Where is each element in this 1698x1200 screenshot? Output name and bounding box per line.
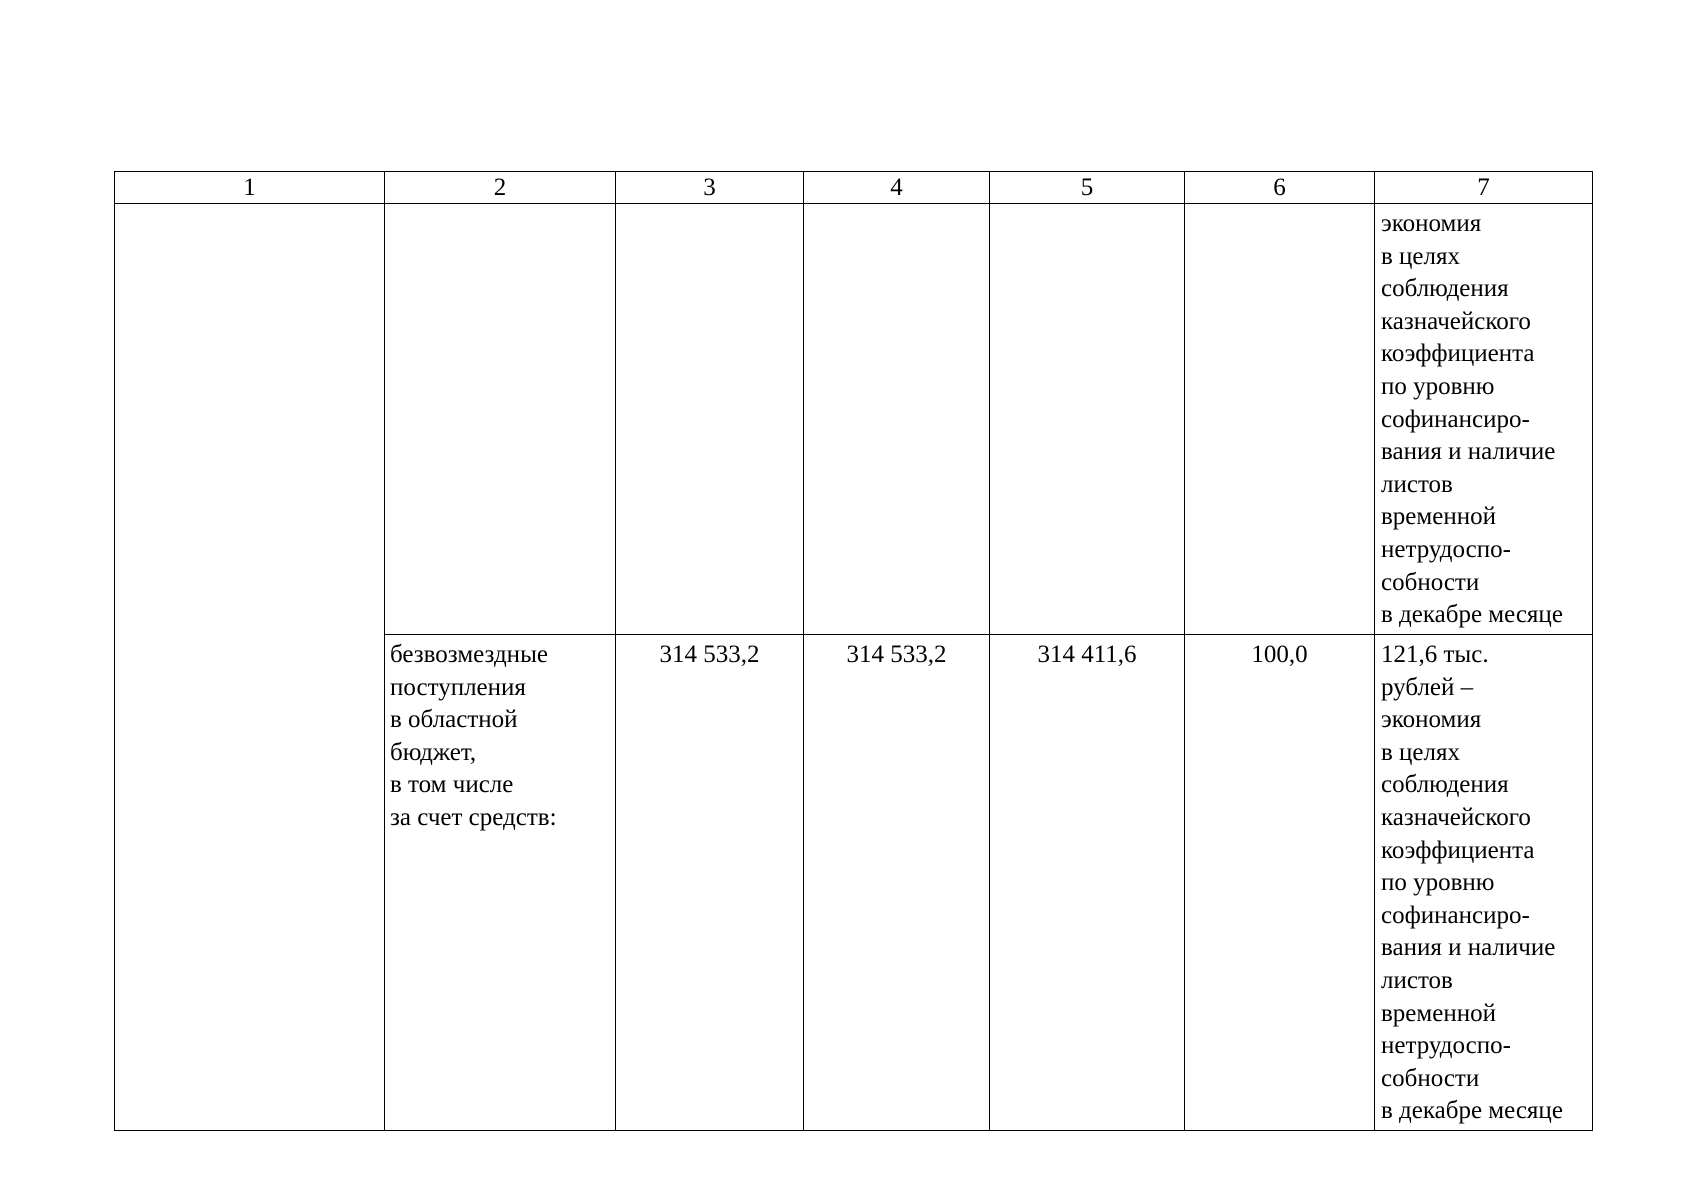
note-text: 121,6 тыс. рублей – экономия в целях соблюдения казначейского коэффициента по уровню софинансиро- вания и наличие листов временной нетрудоспо- собности в декабре месяце [1381, 641, 1563, 1125]
value-col3 [616, 204, 803, 208]
indicator-text [385, 204, 615, 208]
row-name-cell [115, 204, 385, 1131]
value-col5-cell [990, 204, 1185, 635]
value-col5 [990, 204, 1184, 208]
table-row [115, 204, 1593, 635]
column-number-3: 3 [616, 172, 804, 204]
value-col3: 314 533,2 [659, 641, 760, 668]
column-number-4: 4 [804, 172, 990, 204]
value-col5-cell [990, 635, 1185, 1131]
value-col4: 314 533,2 [846, 641, 947, 668]
note-cell [1375, 635, 1593, 1131]
value-col4-cell [804, 635, 990, 1131]
value-col6-cell [1185, 635, 1375, 1131]
value-col4 [804, 204, 989, 208]
value-col4-cell [804, 204, 990, 635]
column-number-row [115, 172, 1593, 204]
column-number-1: 1 [115, 172, 385, 204]
budget-table [114, 171, 1593, 1131]
note-cell [1375, 204, 1593, 635]
value-col5: 314 411,6 [1037, 641, 1137, 668]
indicator-cell [385, 204, 616, 635]
value-col6-cell [1185, 204, 1375, 635]
indicator-text: безвозмездные поступления в областной бюджет, в том числе за счет средств: [390, 641, 557, 831]
column-number-7: 7 [1375, 172, 1593, 204]
value-col3-cell [616, 204, 804, 635]
column-number-6: 6 [1185, 172, 1375, 204]
row-name-text [115, 204, 384, 208]
value-col6: 100,0 [1251, 641, 1308, 668]
indicator-cell [385, 635, 616, 1131]
value-col6 [1185, 204, 1374, 208]
column-number-5: 5 [990, 172, 1185, 204]
column-number-2: 2 [385, 172, 616, 204]
value-col3-cell [616, 635, 804, 1131]
note-text: экономия в целях соблюдения казначейского коэффициента по уровню софинансиро- вания и наличие листов временной нетрудоспо- собности в декабре месяце [1381, 210, 1563, 629]
